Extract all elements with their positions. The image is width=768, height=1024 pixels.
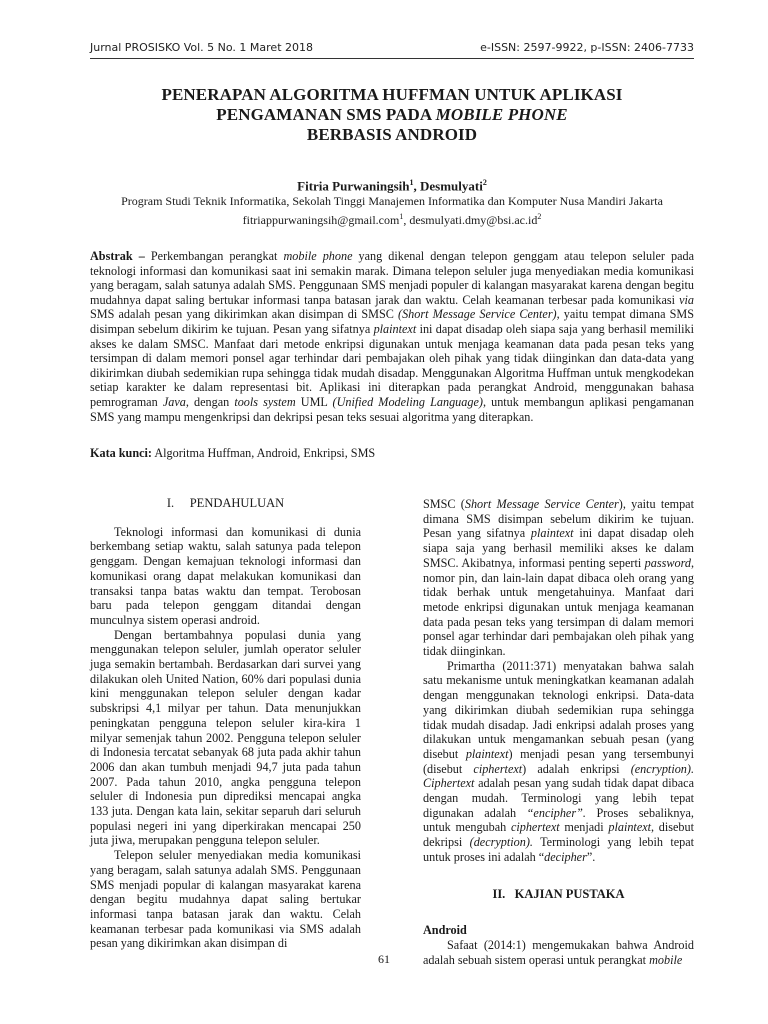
paragraph: Primartha (2011:371) menyatakan bahwa salah satu mekanisme untuk meningkatkan keamanan adalah dengan menggunakan teknologi enkripsi. Data-data yang dikirimkan diubah sedemikian rupa sehingga tidak mudah disadap. Jadi enkripsi adalah proses yang dilakukan untuk mengamankan sebuah pesan (yang disebut plaintext) menjadi pesan yang tersembunyi (disebut ciphertext) adalah enkripsi (encryption). Ciphertext adalah pesan yang sudah tidak dapat dibaca dengan mudah. Terminologi yang lebih tepat digunakan adalah “encipher”. Proses sebaliknya, untuk mengubah ciphertext menjadi plaintext, disebut dekripsi (decryption). Terminologi yang lebih tepat untuk proses ini adalah “decipher”. <box>423 658 695 864</box>
abstract-label: Abstrak – <box>90 249 145 263</box>
page-number: 61 <box>378 952 390 966</box>
subsection-heading-android: Android <box>423 923 467 938</box>
paper-title <box>90 85 694 145</box>
author-2: Desmulyati <box>419 178 483 194</box>
affiliation <box>90 194 694 228</box>
affiliation-emails: fitriappurwaningsih@gmail.com$^1$, $desmulyati.dmy@bsi.ac.id^2$ <box>242 212 542 227</box>
author-2-sup: 2 <box>482 178 487 187</box>
keywords <box>90 446 694 461</box>
left-column <box>90 496 361 951</box>
keywords-list: Algoritma Huffman, Android, Enkripsi, SMS <box>151 446 376 460</box>
email-1[interactable]: fitriappurwaningsih@gmail.com <box>242 213 400 227</box>
paragraph: Teknologi informasi dan komunikasi di dunia berkembang setiap waktu, salah satunya pada telepon genggam. Dengan kemajuan teknologi informasi dan komunikasi orang dapat melakukan komunikasi dan transaksi tanpa batas waktu dan tempat. Terobosan baru pada telepon genggam ditandai dengan munculnya sistem operasi android. <box>90 524 361 627</box>
paragraph: Dengan bertambahnya populasi dunia yang menggunakan telepon seluler, jumlah operator seluler juga semakin bertambah. Berdasarkan dari survei yang dilakukan oleh United Nation, 60% dari populasi dunia kini menggunakan telepon seluler dengan kadar subskripsi 4,1 milyar per tahun. Data menunjukkan peningkatan pengguna telepon seluler kira-kira 1 milyar semenjak tahun 2002. Pengguna telepon seluler di Indonesia tercatat sebanyak 68 juta pada akhir tahun 2006 dan akan tumbuh menjadi 94,7 juta pada tahun 2007. Pada tahun 2010, angka pengguna telepon seluler di Indonesia pun diprediksi mencapai angka 133 juta. Dengan kata lain, sekitar separuh dari seluruh populasi negeri ini yang diperkirakan mencapai 250 juta jiwa, merupakan pengguna telepon seluler. <box>90 627 361 848</box>
author-list: Fitria Purwaningsih$^1$, Desmulyati$^2$ <box>297 178 487 194</box>
paragraph: Safaat (2014:1) mengemukakan bahwa Android adalah sebuah sistem operasi untuk perangkat mobile <box>423 937 694 967</box>
author-1: Fitria Purwaningsih <box>297 178 410 194</box>
email-2[interactable]: desmulyati.dmy@bsi.ac.id <box>409 213 538 227</box>
title-line-3: BERBASIS ANDROID <box>306 125 478 144</box>
header-rule <box>90 58 694 59</box>
paragraph: Telepon seluler menyediakan media komunikasi yang beragam, salah satunya adalah SMS. Penggunaan SMS menjadi popular di kalangan masyarakat karena dengan begitu mudahnya dapat saling bertukar informasi tanpa batasan jarak dan waktu. Celah keamanan terbesar pada komunikasi via SMS adalah pesan yang dikirimkan akan disimpan di <box>90 848 361 951</box>
running-header <box>90 41 694 54</box>
abstract: Abstrak – Perkembangan perangkat mobile phone yang dikenal dengan telepon genggam atau telepon seluler pada teknologi informasi dan komunikasi saat ini semakin marak. Dimana telepon seluler juga menyediakan media komunikasi yang beragam, salah satunya adalah SMS. Penggunaan SMS menjadi populer di kalangan masyarakat karena dengan begitu mudahnya dapat saling bertukar informasi tanpa batasan jarak dan waktu. Celah keamanan terbesar pada komunikasi via SMS adalah pesan yang dikirimkan akan disimpan di SMSC (Short Message Service Center), yaitu tempat dimana SMS disimpan sebelum dikirim ke tujuan. Pesan yang sifatnya plaintext ini dapat disadap oleh siapa saja yang berhasil memiliki akses ke dalam SMSC. Manfaat dari metode enkripsi digunakan untuk menjaga keamanan data pada pesan teks yang tersimpan di dalam memori ponsel agar terhindar dari pembajakan oleh pihak yang tidak diinginkan dan data-data yang dikirimkan diubah sedemikian rupa sehingga tidak mudah disadap. Menggunakan Algoritma Huffman untuk mengkodekan setiap karakter ke dalam representasi bit. Aplikasi ini diterapkan pada perangkat Android, menggunakan bahasa pemrograman Java, dengan tools system UML (Unified Modeling Language), untuk membangun aplikasi pengamanan SMS yang mampu mengenkripsi dan dekripsi pesan teks sesuai algoritma yang diterapkan. <box>90 249 695 424</box>
keywords-label: Kata kunci: <box>90 446 152 460</box>
affiliation-institution: Program Studi Teknik Informatika, Sekolah Tinggi Manajemen Informatika dan Komputer Nusa Mandiri Jakarta <box>121 194 663 208</box>
title-line-1: PENERAPAN ALGORITMA HUFFMAN UNTUK APLIKASI <box>161 85 623 104</box>
author-1-sup: 1 <box>409 178 414 187</box>
issn-info: e-ISSN: 2597-9922, p-ISSN: 2406-7733 <box>480 41 694 54</box>
paragraph: SMSC (Short Message Service Center), yaitu tempat dimana SMS disimpan sebelum dikirim ke tujuan. Pesan yang sifatnya plaintext ini dapat disadap oleh siapa saja yang berhasil memiliki akses ke dalam SMSC. Akibatnya, informasi penting seperti password, nomor pin, dan lain-lain dapat dibaca oleh orang yang tidak berhak untuk mengetahuinya. Manfaat dari metode enkripsi digunakan untuk menjaga keamanan data pada pesan teks yang tersimpan di dalam memori ponsel agar terhindar dari pembajakan oleh pihak yang tidak diinginkan. <box>423 497 694 659</box>
section-heading-pendahuluan: I. PENDAHULUAN <box>166 496 285 510</box>
section-heading-kajian-pustaka: II. KAJIAN PUSTAKA <box>492 886 625 901</box>
title-line-2: PENGAMANAN SMS PADA MOBILE PHONE <box>216 105 568 124</box>
right-column <box>423 497 694 967</box>
journal-name: Jurnal PROSISKO Vol. 5 No. 1 Maret 2018 <box>90 41 314 54</box>
